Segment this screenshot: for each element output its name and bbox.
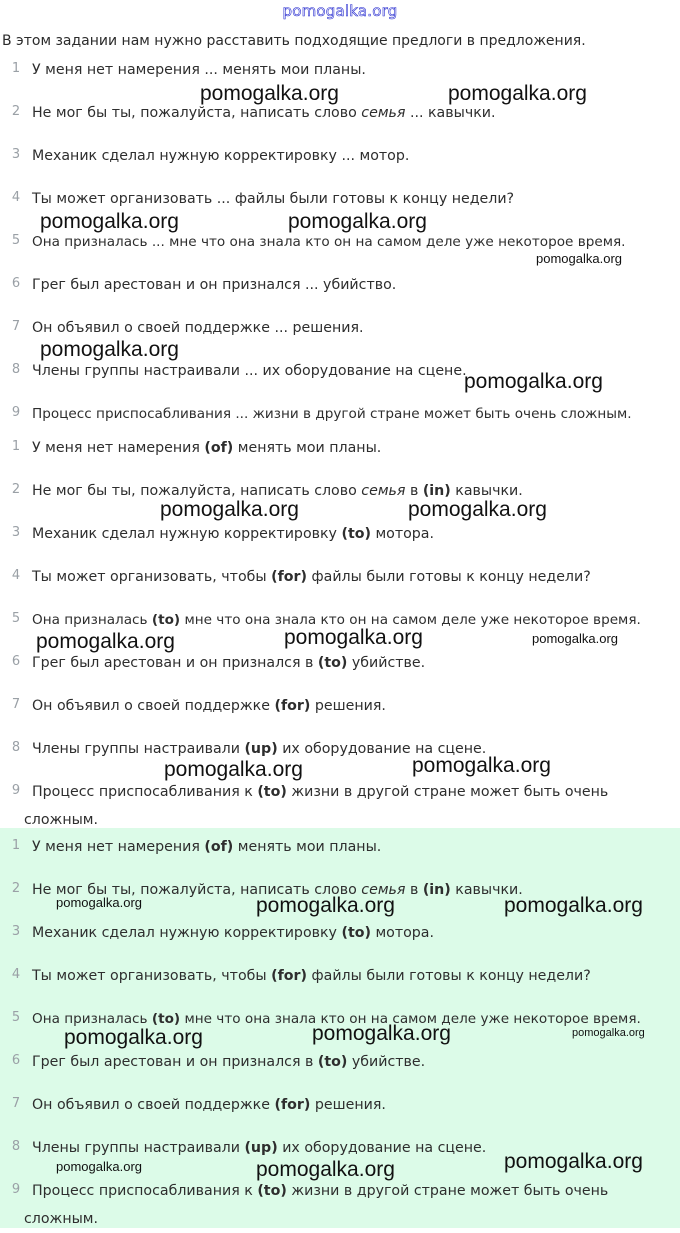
item-text: Члены группы настраивали (up) их оборудование на сцене. [32, 1140, 487, 1156]
item-number: 2 [11, 104, 21, 119]
item-number: 7 [11, 1096, 21, 1111]
item-text: Ты может организовать ... файлы были готовы к концу недели? [32, 191, 515, 207]
item-number: 2 [11, 482, 21, 497]
item-text: Механик сделал нужную корректировку (to) мотора. [32, 925, 435, 941]
item-number: 3 [11, 147, 21, 162]
item-number: 3 [11, 525, 21, 540]
item-number: 4 [11, 190, 21, 205]
item-number: 9 [11, 405, 21, 420]
item-number: 9 [11, 1182, 21, 1197]
item-number: 7 [11, 319, 21, 334]
item-text: Не мог бы ты, пожалуйста, написать слово семья ... кавычки. [32, 105, 496, 121]
watermark: pomogalka.org [464, 370, 603, 393]
watermark: pomogalka.org [532, 631, 618, 646]
item-text: Процесс приспосабливания ... жизни в другой стране может быть очень сложным. [32, 406, 632, 422]
item-number: 8 [11, 1139, 21, 1154]
item-text: Он объявил о своей поддержке ... решения. [32, 320, 364, 336]
item-number: 4 [11, 568, 21, 583]
watermark: pomogalka.org [40, 338, 179, 361]
item-text-continuation: сложным. [24, 812, 99, 828]
watermark: pomogalka.org [56, 1159, 142, 1174]
watermark: pomogalka.org [164, 758, 303, 781]
item-text: Процесс приспосабливания к (to) жизни в другой стране может быть очень [32, 784, 609, 800]
item-text: Грег был арестован и он признался в (to) убийстве. [32, 655, 426, 671]
answers-highlighted-section [0, 828, 680, 1228]
watermark: pomogalka.org [504, 1150, 643, 1173]
item-number: 1 [11, 439, 21, 454]
item-text: Грег был арестован и он признался в (to) убийстве. [32, 1054, 426, 1070]
item-number: 6 [11, 276, 21, 291]
item-number: 5 [11, 1010, 21, 1025]
watermark: pomogalka.org [448, 82, 587, 105]
item-text: Она призналась (to) мне что она знала кто он на самом деле уже некоторое время. [32, 1011, 641, 1027]
watermark: pomogalka.org [256, 1158, 395, 1181]
item-text: Члены группы настраивали ... их оборудование на сцене. [32, 363, 467, 379]
item-number: 8 [11, 740, 21, 755]
watermark: pomogalka.org [536, 251, 622, 266]
item-text-continuation: сложным. [24, 1211, 99, 1227]
site-header-logo[interactable]: pomogalka.org [282, 2, 398, 20]
watermark: pomogalka.org [412, 754, 551, 777]
watermark: pomogalka.org [312, 1022, 451, 1045]
item-number: 5 [11, 233, 21, 248]
item-number: 8 [11, 362, 21, 377]
item-text: Грег был арестован и он признался ... убийство. [32, 277, 397, 293]
item-number: 3 [11, 924, 21, 939]
item-number: 1 [11, 61, 21, 76]
item-number: 4 [11, 967, 21, 982]
item-text: Ты может организовать, чтобы (for) файлы были готовы к концу недели? [32, 968, 591, 984]
watermark: pomogalka.org [40, 210, 179, 233]
item-number: 2 [11, 881, 21, 896]
item-text: У меня нет намерения (of) менять мои планы. [32, 839, 382, 855]
intro-text: В этом задании нам нужно расставить подходящие предлоги в предложения. [2, 33, 586, 49]
item-text: Не мог бы ты, пожалуйста, написать слово семья в (in) кавычки. [32, 483, 523, 499]
watermark: pomogalka.org [288, 210, 427, 233]
watermark: pomogalka.org [64, 1026, 203, 1049]
watermark: pomogalka.org [160, 498, 299, 521]
item-number: 5 [11, 611, 21, 626]
answers-section [0, 434, 680, 830]
item-text: Ты может организовать, чтобы (for) файлы были готовы к концу недели? [32, 569, 591, 585]
item-number: 6 [11, 1053, 21, 1068]
item-text: Не мог бы ты, пожалуйста, написать слово семья в (in) кавычки. [32, 882, 523, 898]
watermark: pomogalka.org [504, 894, 643, 917]
item-text: Она призналась ... мне что она знала кто он на самом деле уже некоторое время. [32, 234, 626, 250]
watermark: pomogalka.org [36, 630, 175, 653]
questions-section [0, 56, 680, 428]
item-text: У меня нет намерения ... менять мои планы. [32, 62, 366, 78]
item-text: Она призналась (to) мне что она знала кто он на самом деле уже некоторое время. [32, 612, 641, 628]
item-text: Механик сделал нужную корректировку ... мотор. [32, 148, 410, 164]
watermark: pomogalka.org [56, 895, 142, 910]
item-text: Он объявил о своей поддержке (for) решения. [32, 1097, 386, 1113]
item-text: Он объявил о своей поддержке (for) решения. [32, 698, 386, 714]
item-text: Процесс приспосабливания к (to) жизни в другой стране может быть очень [32, 1183, 609, 1199]
watermark: pomogalka.org [408, 498, 547, 521]
item-number: 6 [11, 654, 21, 669]
item-number: 7 [11, 697, 21, 712]
item-text: У меня нет намерения (of) менять мои планы. [32, 440, 382, 456]
item-number: 9 [11, 783, 21, 798]
watermark: pomogalka.org [256, 894, 395, 917]
item-number: 1 [11, 838, 21, 853]
watermark: pomogalka.org [284, 626, 423, 649]
item-text: Механик сделал нужную корректировку (to) мотора. [32, 526, 435, 542]
watermark: pomogalka.org [200, 82, 339, 105]
watermark: pomogalka.org [572, 1027, 645, 1039]
item-text: Члены группы настраивали (up) их оборудование на сцене. [32, 741, 487, 757]
